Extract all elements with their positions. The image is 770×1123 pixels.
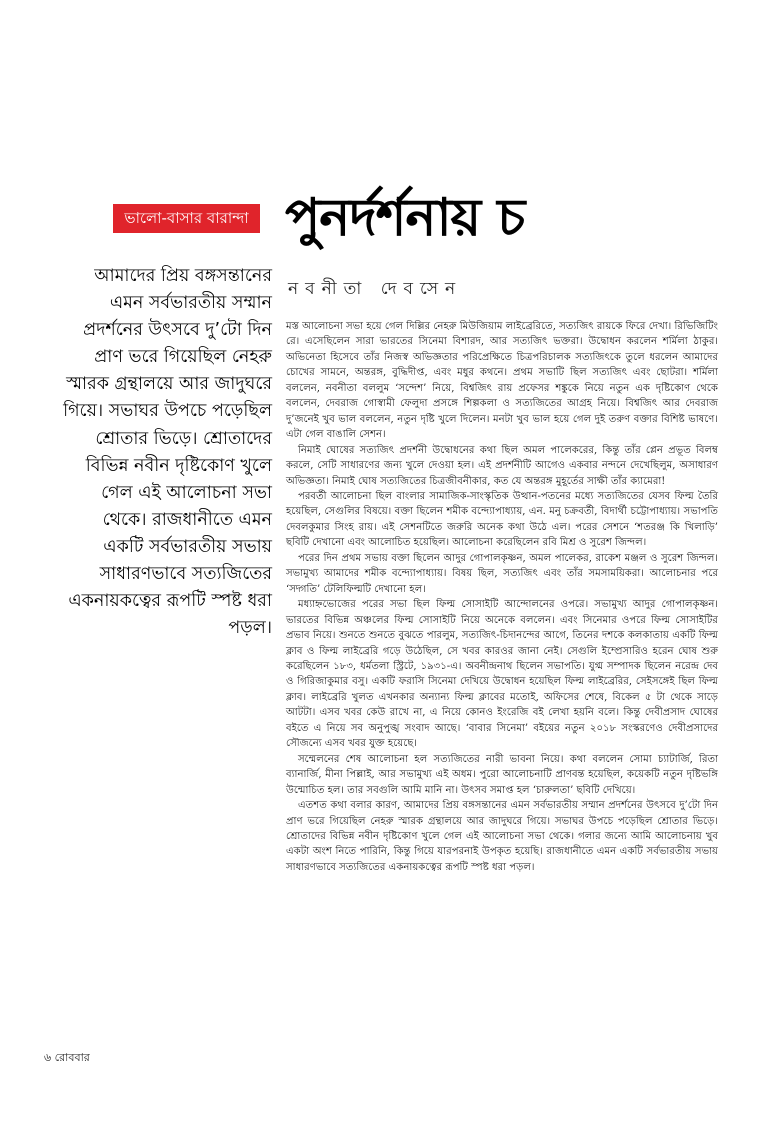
article-paragraph: মধ্যাহ্নভোজের পরের সভা ছিল ফিল্ম সোসাইটি আন্দোলনের ওপরে। সভামুখ্য আদুর গোপালকৃষ্ণন। ভারতের বিভিন্ন অঞ্চলের ফিল্ম সোসাইটি নিয়ে অনেকে বললেন। এবং সিনেমার ওপরে ফিল্ম সোসাইটির প্রভাব নিয়ে। শুনতে শুনতে বুঝতে পারলুম, সত্যজিৎ-চিদানন্দের আগে, তিনের দশকে কলকাতায় একটি ফিল্ম ক্লাব ও ফিল্ম লাইব্রেরি গড়ে উঠেছিল, সে খবর কারওর জানা নেই। সেগুলি ইম্প্রেসারিও হরেন ঘোষ শুরু করেছিলেন ১৮৩, ধর্মতলা স্ট্রিটে, ১৯৩১-এ। অবনীন্দ্রনাথ ছিলেন সভাপতি। যুগ্ম সম্পাদক ছিলেন নরেন্দ্র দেব ও গিরিজাকুমার বসু। একটি ফরাসি সিনেমা দেখিয়ে উদ্বোধন হয়েছিল ফিল্ম লাইব্রেরির, সেইসঙ্গেই ছিল ফিল্ম ক্লাব। লাইব্রেরি খুলত এখনকার অন্যান্য ফিল্ম ক্লাবের মতোই, অফিসের শেষে, বিকেল ৫ টা থেকে সাড়ে আটটা। এসব খবর কেউ রাখে না, এ নিয়ে কোনও ইংরেজি বই লেখা হয়নি বলে। কিন্তু দেবীপ্রসাদ ঘোষের বইতে এ নিয়ে সব অনুপুঙ্খ সংবাদ আছে। ‘বাবার সিনেমা’ বইয়ের নতুন ২০১৮ সংস্করণেও দেবীপ্রসাদের সৌজন্যে এসব খবর যুক্ত হয়েছে।: [286, 599, 718, 750]
pull-quote: আমাদের প্রিয় বঙ্গসন্তানের এমন সর্বভারতীয় সম্মান প্রদর্শনের উৎসবে দু’টো দিন প্রাণ ভরে গিয়েছিল নেহরু স্মারক গ্রন্থালয়ে আর জাদুঘরে গিয়ে। সভাঘর উপচে পড়েছিল শ্রোতার ভিড়ে। শ্রোতাদের বিভিন্ন নবীন দৃষ্টিকোণ খুলে গেল এই আলোচনা সভা থেকে। রাজধানীতে এমন একটি সর্বভারতীয় সভায় সাধারণভাবে সত্যজিতের একনায়কত্বের রূপটি স্পষ্ট ধরা পড়ল।: [63, 266, 272, 639]
article-paragraph: পরবর্তী আলোচনা ছিল বাংলার সামাজিক-সাংস্কৃতিক উত্থান-পতনের মধ্যে সত্যজিতের যেসব ফিল্ম তৈরি হয়েছিল, সেগুলির বিষয়ে। বক্তা ছিলেন শমীক বন্দ্যোপাধ্যায়, এন. মনু চক্রবর্তী, বিদার্থী চট্টোপাধ্যায়। সভাপতি দেবলকুমার সিংহ রায়। এই সেশনটিতে জরুরি অনেক কথা উঠে এল। পরের সেশনে ‘শতরঞ্জ কি খিলাড়ি’ ছবিটি দেখানো এবং আলোচিত হয়েছিল। আলোচনা করেছিলেন রবি মিশ্র ও সুরেশ জিন্দল।: [286, 490, 718, 549]
article-paragraph: মস্ত আলোচনা সভা হয়ে গেল দিল্লির নেহরু মিউজিয়াম লাইব্রেরিতে, সত্যজিৎ রায়কে ফিরে দেখা। রিভিজিটিং রে। এসেছিলেন সারা ভারতের সিনেমা বিশারদ, আর সত্যজিৎ ভক্তরা। উদ্বোধন করলেন শর্মিলা ঠাকুর। অভিনেতা হিসেবে তাঁর নিজস্ব অভিজ্ঞতার পরিপ্রেক্ষিতে চিত্রপরিচালক সত্যজিৎকে তুলে ধরলেন আমাদের চোখের সামনে, অন্তরঙ্গ, বুদ্ধিদীপ্ত, এবং মধুর কথনে। প্রথম সভাটি ছিল সত্যজিৎ এবং ছোটরা। শর্মিলা বললেন, নবনীতা বললুম ‘সন্দেশ’ নিয়ে, বিশ্বজিৎ রায় প্রফেসর শঙ্কুকে নিয়ে নতুন এক দৃষ্টিকোণ থেকে বললেন, দেবরাজ গোস্বামী ফেলুদা প্রসঙ্গে শিল্পকলা ও সত্যজিতের আগ্রহ নিয়ে। বিশ্বজিৎ আর দেবরাজ দু’জনেই খুব ভাল বললেন, নতুন দৃষ্টি খুলে দিলেন। মনটা খুব ভাল হয়ে গেল দুই তরুণ বক্তার বিশিষ্ট ভাষণে। এটা গেল বাঙালি সেশন।: [286, 321, 718, 441]
byline: নবনীতা দেবসেন: [288, 279, 463, 299]
article-paragraph: এতশত কথা বলার কারণ, আমাদের প্রিয় বঙ্গসন্তানের এমন সর্বভারতীয় সম্মান প্রদর্শনের উৎসবে দু’টো দিন প্রাণ ভরে গিয়েছিল নেহরু স্মারক গ্রন্থালয়ে আর জাদুঘরে গিয়ে। সভাঘর উপচে পড়েছিল শ্রোতার ভিড়ে। শ্রোতাদের বিভিন্ন নবীন দৃষ্টিকোণ খুলে গেল এই আলোচনা সভা থেকে। গলার জন্যে আমি আলোচনায় খুব একটা অংশ নিতে পারিনি, কিন্তু গিয়ে যারপরনাই উপকৃত হয়েছি। রাজধানীতে এমন একটি সর্বভারতীয় সভায় সাধারণভাবে সত্যজিতের একনায়কত্বের রূপটি স্পষ্ট ধরা পড়ল।: [286, 800, 718, 873]
headline: পুনর্দর্শনায় চ: [285, 188, 525, 248]
article-body: [286, 319, 718, 875]
article-paragraph: নিমাই ঘোষের সত্যজিৎ প্রদর্শনী উদ্বোধনের কথা ছিল অমল পালেকরের, কিন্তু তাঁর প্লেন প্রভূত বিলম্ব করলে, সেটি সাধারণের জন্য খুলে দেওয়া হল। এই প্রদর্শনীটি আগেও একবার নন্দনে দেখেছিলুম, অসাধারণ অভিজ্ঞতা। নিমাই ঘোষ সত্যজিতের চিত্রজীবনীকার, কত যে অন্তরঙ্গ মুহূর্তের সাক্ষী তাঁর ক্যামেরা!: [286, 444, 718, 487]
article-paragraph: সম্মেলনের শেষ আলোচনা হল সত্যজিতের নারী ভাবনা নিয়ে। কথা বললেন সোমা চ্যাটার্জি, রিতা ব্যানার্জি, মীনা পিল্লাই, আর সভামুখ্য এই অধম। পুরো আলোচনাটি প্রাণবন্ত হয়েছিল, কয়েকটি নতুন দৃষ্টিভঙ্গি উন্মোচিত হল। তার সবগুলি আমি মানি না। উৎসব সমাপ্ত হল ‘চারুলতা’ ছবিটি দেখিয়ে।: [286, 753, 718, 796]
page-footer: ৬ রোববার: [44, 1051, 90, 1064]
section-tag: ভালো-বাসার বারান্দা: [113, 204, 260, 233]
article-paragraph: পরের দিন প্রথম সভায় বক্তা ছিলেন আদুর গোপালকৃষ্ণন, অমল পালেকর, রাকেশ মঞ্জল ও সুরেশ জিন্দল। সভামুখ্য আমাদের শমীক বন্দ্যোপাধ্যায়। বিষয় ছিল, সত্যজিৎ এবং তাঁর সমসাময়িকরা। আলোচনার পরে ‘সদ্গতি’ টেলিফিল্মটি দেখানো হল।: [286, 552, 718, 595]
